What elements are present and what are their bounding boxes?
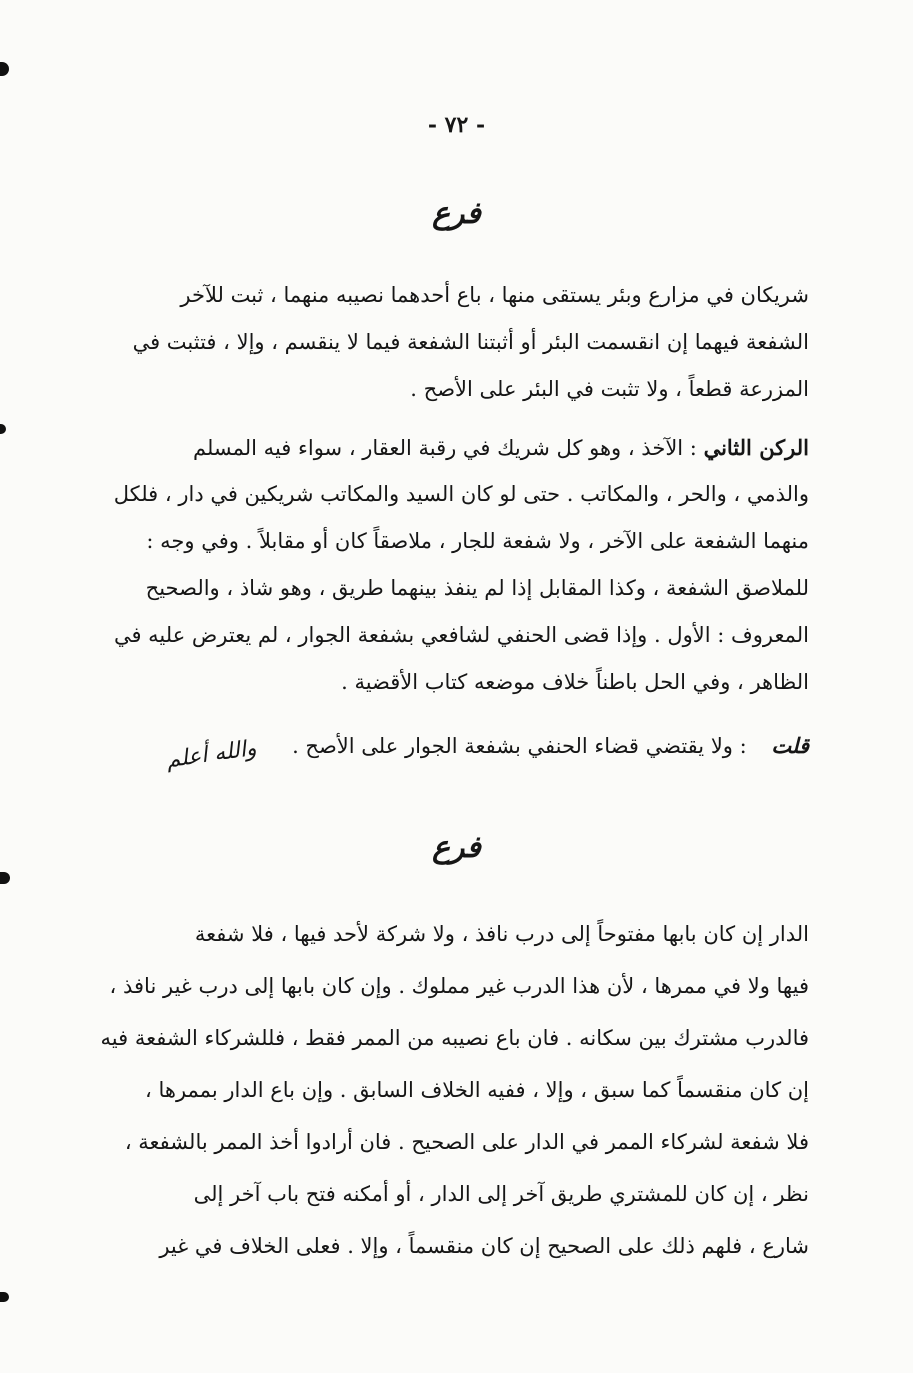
text-run: : الآخذ ، وهو كل شريك في رقبة العقار ، سواء فيه المسلم: [192, 436, 704, 460]
paragraph-second-pillar: [79, 424, 809, 706]
section-heading: فرع: [432, 196, 481, 231]
page-number: - ٧٢ -: [427, 112, 486, 138]
scan-edge-mark: [0, 62, 9, 76]
text-line: الدار إن كان بابها مفتوحاً إلى درب نافذ ، ولا شركة لأحد فيها ، فلا شفعة: [194, 922, 809, 946]
text-line: الظاهر ، وفي الحل باطناً خلاف موضعه كتاب الأقضية .: [341, 670, 809, 694]
note-text: : ولا يقتضي قضاء الحنفي بشفعة الجوار على الأصح .: [292, 734, 754, 758]
closing-phrase: والله أعلم: [164, 735, 258, 774]
text-line: والذمي ، والحر ، والمكاتب . حتى لو كان السيد والمكاتب شريكين في دار ، فلكل: [113, 482, 809, 506]
text-line: للملاصق الشفعة ، وكذا المقابل إذا لم ينفذ بينهما طريق ، وهو شاذ ، والصحيح: [145, 576, 809, 600]
text-line: فلا شفعة لشركاء الممر في الدار على الصحيح . فان أرادوا أخذ الممر بالشفعة ،: [124, 1130, 809, 1154]
text-line: المزرعة قطعاً ، ولا تثبت في البئر على الأصح .: [410, 377, 809, 401]
text-line: شريكان في مزارع وبئر يستقى منها ، باع أحدهما نصيبه منهما ، ثبت للآخر: [180, 283, 809, 307]
text-line: المعروف : الأول . وإذا قضى الحنفي لشافعي بشفعة الجوار ، لم يعترض عليه في: [113, 623, 809, 647]
paragraph-orchards-well: [109, 272, 809, 413]
text-line: فيها ولا في ممرها ، لأن هذا الدرب غير مملوك . وإن كان بابها إلى درب غير نافذ ،: [109, 974, 809, 998]
scan-edge-mark: [0, 424, 6, 434]
pillar-title: الركن الثاني: [703, 435, 809, 460]
text-line: الشفعة فيهما إن انقسمت البئر أو أثبتنا الشفعة فيما لا ينقسم ، وإلا ، فتثبت في: [132, 330, 809, 354]
text-line: نظر ، إن كان للمشتري طريق آخر إلى الدار ، أو أمكنه فتح باب آخر إلى: [193, 1182, 809, 1206]
section-heading: فرع: [432, 830, 481, 865]
paragraph-house-alley: [79, 908, 809, 1272]
text-line: فالدرب مشترك بين سكانه . فان باع نصيبه من الممر فقط ، فللشركاء الشفعة فيه: [100, 1026, 809, 1050]
scan-edge-mark: [0, 1292, 9, 1302]
note-label: قلت: [771, 733, 809, 758]
scan-edge-mark: [0, 872, 10, 884]
text-line: [79, 424, 809, 471]
text-line: منهما الشفعة على الآخر ، ولا شفعة للجار ، ملاصقاً كان أو مقابلاً . وفي وجه :: [146, 529, 809, 553]
text-line: إن كان منقسماً كما سبق ، وإلا ، ففيه الخلاف السابق . وإن باع الدار بممرها ،: [145, 1078, 809, 1102]
text-line: شارع ، فلهم ذلك على الصحيح إن كان منقسماً ، وإلا . فعلى الخلاف في غير: [159, 1234, 809, 1258]
